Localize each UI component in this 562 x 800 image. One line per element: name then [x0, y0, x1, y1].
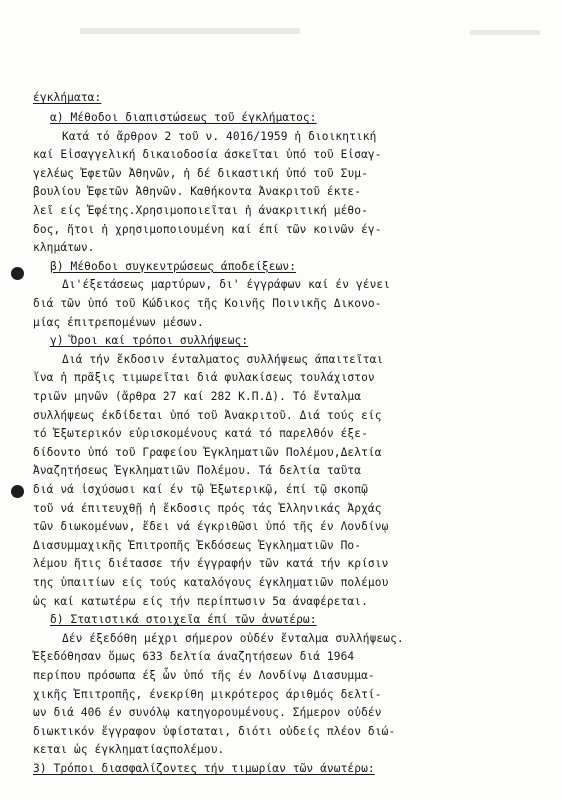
text-line: τοῦ νά έπιτευχθῇ ἡ ἔκδοσις πρός τάς Ἑλληνικάς Ἀρχάς	[33, 501, 382, 515]
text-line: διωκτικόν ἔγγραφον ὑφίσταται, διότι οὐδείς πλέον διώ-	[33, 724, 396, 738]
scan-smudge	[470, 30, 540, 35]
subsection-heading: γ) Ὅροι καί τρόποι συλλήψεως:	[50, 334, 249, 348]
text-line: τό Ἐξωτερικόν εὑρισκομένους κατά τό παρελθόν έξε-	[33, 427, 368, 441]
subsection-heading: δ) Στατιστικά στοιχεῖα έπί τῶν ἀνωτέρω:	[50, 613, 317, 627]
text-line: δος, ἤτοι ἡ χρησιμοποιουμένη καί έπί τῶν κοινῶν έγ-	[33, 222, 382, 236]
text-line: της ὑπαιτίων είς τούς καταλόγους έγκληματιῶν πολέμου	[33, 576, 389, 589]
text-line: βουλίου Ἐφετῶν Ἀθηνῶν. Καθήκοντα Ἀνακριτοῦ έκτε-	[33, 185, 362, 199]
subsection-heading: β) Μέθοδοι συγκεντρώσεως άποδείξεων:	[50, 259, 297, 273]
text-line: διά νά ἰσχύσωσι καί έν τῷ Ἐξωτερικῷ, έπί τῷ σκοπῷ	[33, 483, 368, 496]
text-line: περίπου πρόσωπα έξ ὧν ὑπό τῆς έν Λονδίνῳ Διασυμμα-	[33, 669, 375, 682]
text-line: Δι'έξετάσεως μαρτύρων, δι' έγγράφων καί έν γένει	[62, 278, 391, 292]
text-line: τῶν διωκομένων, ἔδει νά έγκριθῶσι ὑπό τῆς έν Λονδίνῳ	[33, 520, 389, 534]
text-line: Διά τήν ἔκδοσιν ένταλματος συλλήψεως άπαιτεῖται	[62, 352, 384, 366]
text-line: λεῖ είς Ἐφέτης.Χρησιμοποιεῖται ἡ άνακριτική μέθο-	[33, 204, 368, 217]
text-line: Ἐξεδόθησαν ὅμως 633 δελτία άναζητήσεων διά 1964	[33, 650, 355, 664]
punch-hole	[11, 485, 24, 498]
text-line: Ἀναζητήσεως Ἐγκληματιῶν Πολέμου. Τά δελτία ταῦτα	[33, 464, 362, 478]
text-line: Κατά τό ἄρθρον 2 τοῦ ν. 4016/1959 ἡ διοικητική	[62, 129, 377, 143]
text-line: χικῆς Ἐπιτροπῆς, ένεκρίθη μικρότερος άριθμός δελτί-	[33, 687, 382, 701]
text-line: λέμου ἥτις διέτασσε τήν έγγραφήν τῶν κατά τήν κρίσιν	[33, 557, 389, 571]
punch-hole	[11, 267, 24, 280]
text-line: καί Εἰσαγγελική δικαιοδοσία άσκεῖται ὑπό τοῦ Εἰσαγ-	[33, 148, 382, 162]
subsection-heading: 3) Τρόποι διασφαλίζοντες τήν τιμωρίαν τῶν άνωτέρω:	[33, 762, 375, 775]
subsection-heading: α) Μέθοδοι διαπιστώσεως τοῦ έγκλήματος:	[50, 111, 317, 124]
text-line: Δέν έξεδόθη μέχρι σήμερον οὐδέν ἔνταλμα συλλήψεως.	[62, 631, 404, 645]
text-line: ων διά 406 έν συνόλῳ κατηγορουμένους. Σήμερον οὐδέν	[33, 706, 382, 720]
text-line: δίδοντο ὑπό τοῦ Γραφείου Ἐγκληματιῶν Πολέμου,Δελτία	[33, 445, 382, 459]
text-line: γελέως Ἐφετῶν Ἀθηνῶν, ἡ δέ δικαστική ὑπό τοῦ Συμ-	[33, 166, 368, 180]
text-line: τριῶν μηνῶν (ἄρθρα 27 καί 282 Κ.Π.Δ). Τό ἔνταλμα	[33, 390, 362, 403]
text-line: Διασυμμαχικῆς Ἐπιτροπῆς Ἐκδόσεως Ἐγκληματιῶν Πο-	[33, 538, 362, 552]
text-line: κεται ὡς έγκληματίαςπολέμου.	[33, 743, 225, 757]
text-line: ἵνα ἡ πρᾶξις τιμωρεῖται διά φυλακίσεως τουλάχιστον	[33, 371, 375, 385]
section-heading: έγκλήματα:	[33, 91, 102, 104]
text-line: μίας έπιτρεπομένων μέσων.	[33, 315, 204, 329]
scan-smudge	[80, 28, 300, 34]
text-line: ὡς καί κατωτέρω είς τήν περίπτωσιν 5α άναφέρεται.	[33, 594, 368, 608]
text-line: συλλήψεως έκδίδεται ὑπό τοῦ Ἀνακριτοῦ. Διά τούς είς	[33, 408, 382, 422]
text-line: διά τῶν ὑπό τοῦ Κώδικος τῆς Κοινῆς Ποινικῆς Δικονο-	[33, 297, 382, 310]
text-line: κλημάτων.	[33, 241, 95, 255]
